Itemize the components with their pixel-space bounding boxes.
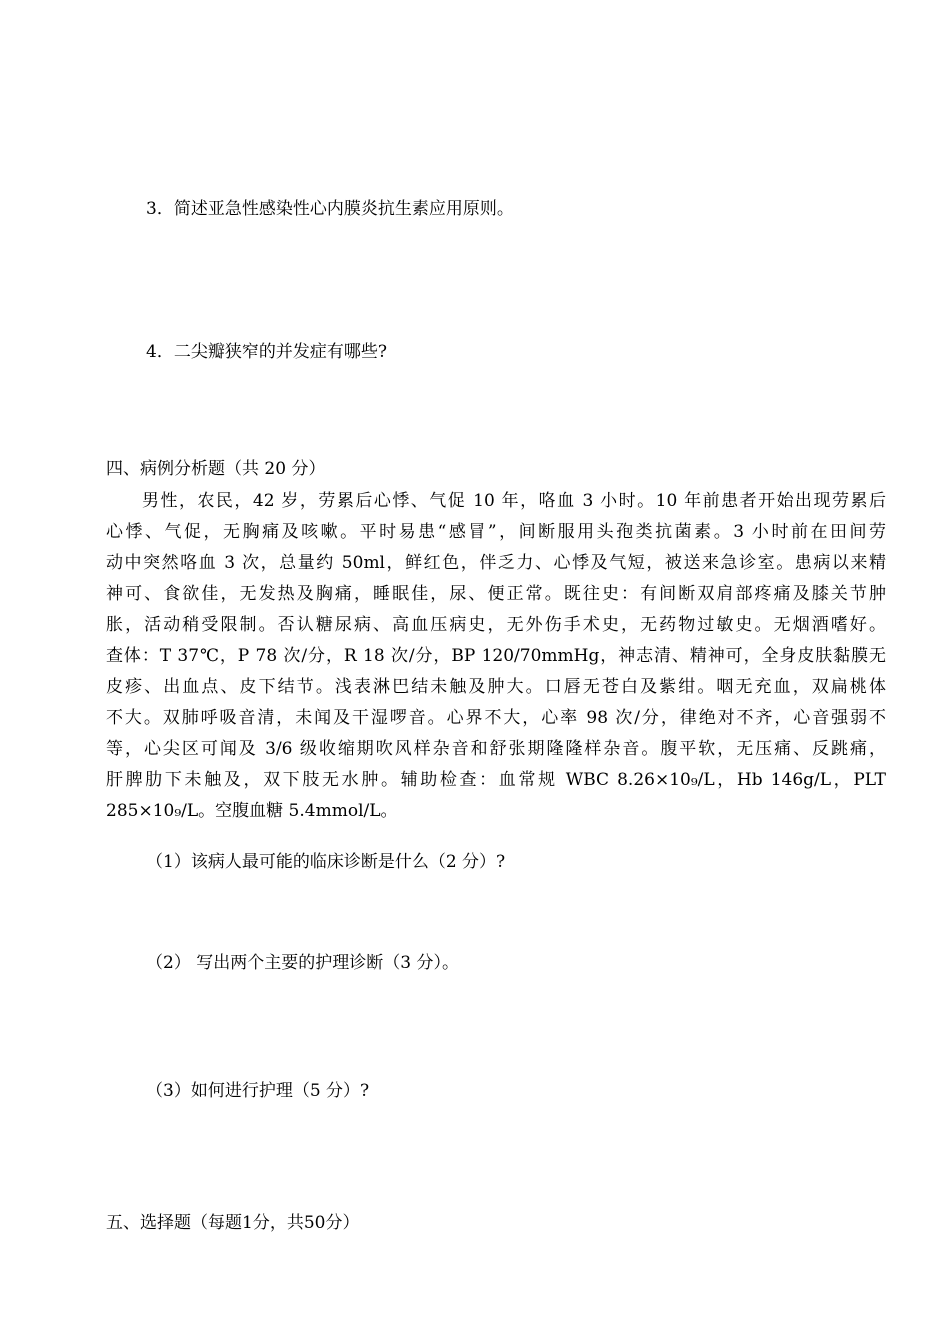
- case-line: 胀，活动稍受限制。否认糖尿病、高血压病史，无外伤手术史，无药物过敏史。无烟酒嗜好。: [106, 615, 886, 635]
- case-line: 285×10₉/L。空腹血糖 5.4mmol/L。: [106, 801, 398, 821]
- case-line: 动中突然咯血 3 次，总量约 50ml，鲜红色，伴乏力、心悸及气短，被送来急诊室。患病以来精: [106, 553, 886, 573]
- case-line: 等，心尖区可闻及 3/6 级收缩期吹风样杂音和舒张期隆隆样杂音。腹平软，无压痛、反跳痛，: [106, 739, 886, 759]
- case-description: [106, 486, 886, 827]
- question-4: 4．二尖瓣狭窄的并发症有哪些?: [146, 342, 387, 362]
- sub-question-3: （3）如何进行护理（5 分）?: [146, 1081, 370, 1101]
- case-line: 皮疹、出血点、皮下结节。浅表淋巴结未触及肿大。口唇无苍白及紫绀。咽无充血，双扁桃体: [106, 677, 886, 697]
- case-line: 心悸、气促，无胸痛及咳嗽。平时易患“感冒”，间断服用头孢类抗菌素。3 小时前在田间劳: [106, 522, 886, 542]
- case-line: 神可、食欲佳，无发热及胸痛，睡眠佳，尿、便正常。既往史：有间断双肩部疼痛及膝关节肿: [106, 584, 886, 604]
- sub-question-1: （1）该病人最可能的临床诊断是什么（2 分）?: [146, 852, 506, 872]
- section-4-title: 四、病例分析题（共 20 分）: [106, 459, 326, 479]
- case-line: 男性，农民，42 岁，劳累后心悸、气促 10 年，咯血 3 小时。10 年前患者开始出现劳累后: [142, 491, 886, 511]
- case-line: 肝脾肋下未触及，双下肢无水肿。辅助检查：血常规 WBC 8.26×10₉/L，Hb 146g/L，PLT: [106, 770, 886, 790]
- sub-question-2: （2） 写出两个主要的护理诊断（3 分）。: [146, 953, 459, 973]
- question-3: 3．简述亚急性感染性心内膜炎抗生素应用原则。: [146, 199, 514, 219]
- section-5-title: 五、选择题（每题1分，共50分）: [106, 1213, 360, 1233]
- case-line: 查体：T 37℃，P 78 次/分，R 18 次/分，BP 120/70mmHg，神志清、精神可，全身皮肤黏膜无: [106, 646, 886, 666]
- case-line: 不大。双肺呼吸音清，未闻及干湿啰音。心界不大，心率 98 次/分，律绝对不齐，心音强弱不: [106, 708, 886, 728]
